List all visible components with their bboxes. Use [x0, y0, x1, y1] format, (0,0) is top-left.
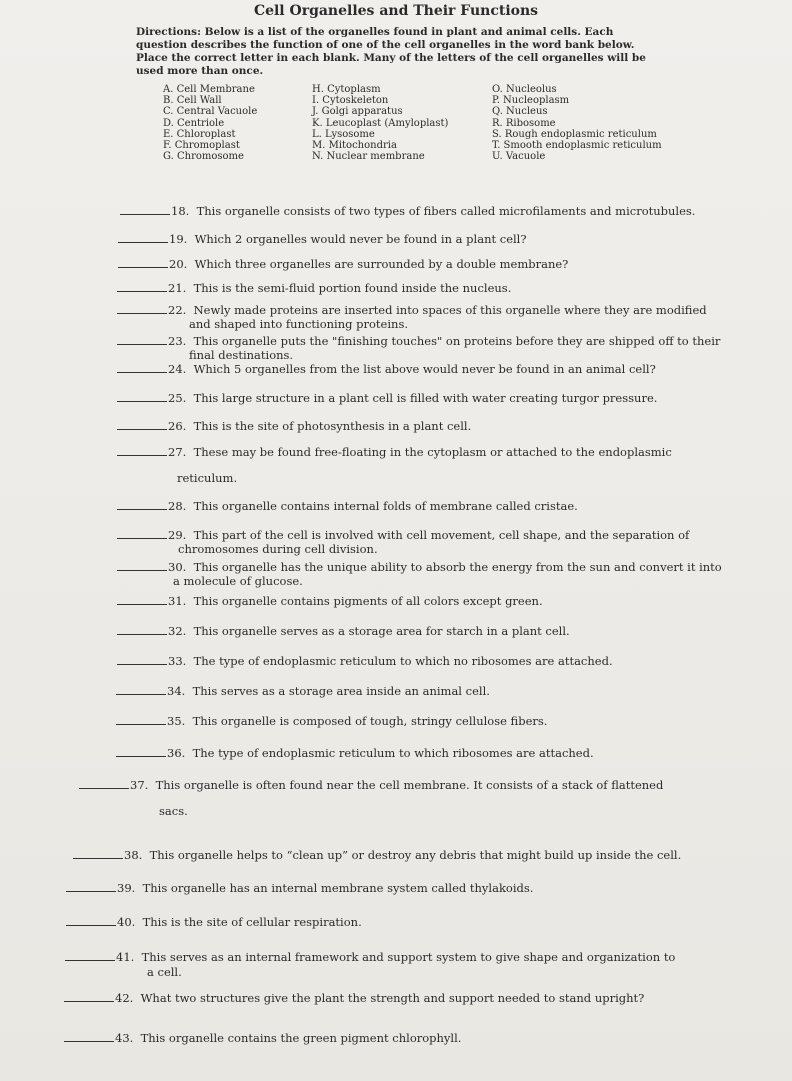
answer-blank[interactable] [120, 203, 170, 215]
word-bank-item: G. Chromosome [163, 151, 244, 163]
answer-blank[interactable] [117, 302, 167, 314]
word-bank-item: B. Cell Wall [163, 95, 222, 107]
answer-blank[interactable] [118, 256, 168, 268]
word-bank-item: E. Chloroplast [163, 128, 236, 140]
question-38: 38. This organelle helps to “clean up” or destroy any debris that might build up inside the cell. [73, 847, 681, 862]
answer-blank[interactable] [116, 683, 166, 695]
word-bank-item: D. Centriole [163, 117, 225, 129]
word-bank-column-3 [492, 84, 662, 162]
question-26: 26. This is the site of photosynthesis in a plant cell. [117, 418, 471, 433]
question-35: 35. This organelle is composed of tough, stringy cellulose fibers. [116, 713, 547, 728]
answer-blank[interactable] [66, 880, 116, 892]
word-bank-item: K. Leucoplast (Amyloplast) [312, 117, 449, 129]
word-bank-item: S. Rough endoplasmic reticulum [492, 128, 657, 140]
answer-blank[interactable] [117, 333, 167, 345]
answer-blank[interactable] [116, 713, 166, 725]
question-41: 41. This serves as an internal framework and support system to give shape and organization to a cell. [65, 949, 675, 979]
word-bank-item: Q. Nucleus [492, 106, 548, 118]
answer-blank[interactable] [117, 559, 167, 571]
answer-blank[interactable] [117, 527, 167, 539]
page-title: Cell Organelles and Their Functions [253, 3, 539, 19]
answer-blank[interactable] [117, 498, 167, 510]
answer-blank[interactable] [66, 914, 116, 926]
question-36: 36. The type of endoplasmic reticulum to which ribosomes are attached. [116, 745, 594, 760]
word-bank-item: J. Golgi apparatus [312, 106, 403, 118]
word-bank-column-2 [312, 84, 448, 162]
answer-blank[interactable] [117, 280, 167, 292]
question-40: 40. This is the site of cellular respiration. [66, 914, 362, 929]
word-bank-column-1 [163, 84, 257, 162]
word-bank-item: I. Cytoskeleton [312, 95, 389, 107]
question-34: 34. This serves as a storage area inside an animal cell. [116, 683, 490, 698]
question-32: 32. This organelle serves as a storage area for starch in a plant cell. [117, 623, 570, 638]
answer-blank[interactable] [79, 777, 129, 789]
word-bank-item: C. Central Vacuole [163, 106, 258, 118]
answer-blank[interactable] [117, 390, 167, 402]
answer-blank[interactable] [118, 231, 168, 243]
word-bank-item: F. Chromoplast [163, 140, 240, 152]
answer-blank[interactable] [117, 593, 167, 605]
question-39: 39. This organelle has an internal membrane system called thylakoids. [66, 880, 533, 895]
answer-blank[interactable] [117, 444, 167, 456]
word-bank-item: A. Cell Membrane [163, 84, 255, 95]
question-43: 43. This organelle contains the green pigment chlorophyll. [64, 1030, 461, 1045]
question-19: 19. Which 2 organelles would never be found in a plant cell? [118, 231, 527, 246]
answer-blank[interactable] [64, 1030, 114, 1042]
question-33: 33. The type of endoplasmic reticulum to which no ribosomes are attached. [117, 653, 613, 668]
question-18: 18. This organelle consists of two types of fibers called microfilaments and microtubules. [120, 203, 695, 218]
answer-blank[interactable] [117, 361, 167, 373]
question-29: 29. This part of the cell is involved with cell movement, cell shape, and the separation of chromosomes during cell division. [117, 527, 689, 556]
question-23: 23. This organelle puts the "finishing touches" on proteins before they are shipped off to their final destinations. [117, 333, 720, 362]
answer-blank[interactable] [73, 847, 123, 859]
word-bank-item: N. Nuclear membrane [312, 151, 425, 163]
answer-blank[interactable] [117, 623, 167, 635]
answer-blank[interactable] [117, 653, 167, 665]
word-bank-item: R. Ribosome [492, 117, 556, 129]
question-21: 21. This is the semi-fluid portion found inside the nucleus. [117, 280, 511, 295]
word-bank-item: U. Vacuole [492, 151, 546, 163]
answer-blank[interactable] [65, 949, 115, 961]
word-bank-item: H. Cytoplasm [312, 84, 381, 95]
word-bank-item: L. Lysosome [312, 128, 375, 140]
question-42: 42. What two structures give the plant the strength and support needed to stand upright? [64, 990, 644, 1005]
question-27: 27. These may be found free-floating in the cytoplasm or attached to the endoplasmic reticulum. [117, 444, 672, 485]
word-bank-item: T. Smooth endoplasmic reticulum [492, 140, 662, 152]
word-bank-item: M. Mitochondria [312, 140, 397, 152]
answer-blank[interactable] [64, 990, 114, 1002]
directions-text: Directions: Below is a list of the organelles found in plant and animal cells. Each question describes the function of one of the cell organelles in the word bank below. Place the correct letter in each blank. Many of the letters of the cell organelles will be used more than once. [136, 26, 646, 77]
question-22: 22. Newly made proteins are inserted into spaces of this organelle where they are modified and shaped into functioning proteins. [117, 302, 707, 331]
question-31: 31. This organelle contains pigments of all colors except green. [117, 593, 543, 608]
word-bank-item: P. Nucleoplasm [492, 95, 570, 107]
question-24: 24. Which 5 organelles from the list above would never be found in an animal cell? [117, 361, 656, 376]
question-20: 20. Which three organelles are surrounded by a double membrane? [118, 256, 568, 271]
answer-blank[interactable] [116, 745, 166, 757]
answer-blank[interactable] [117, 418, 167, 430]
question-37: 37. This organelle is often found near the cell membrane. It consists of a stack of flattened sacs. [79, 777, 663, 818]
word-bank-item: O. Nucleolus [492, 84, 557, 95]
question-30: 30. This organelle has the unique ability to absorb the energy from the sun and convert it into a molecule of glucose. [117, 559, 722, 588]
question-28: 28. This organelle contains internal folds of membrane called cristae. [117, 498, 578, 513]
question-25: 25. This large structure in a plant cell is filled with water creating turgor pressure. [117, 390, 657, 405]
